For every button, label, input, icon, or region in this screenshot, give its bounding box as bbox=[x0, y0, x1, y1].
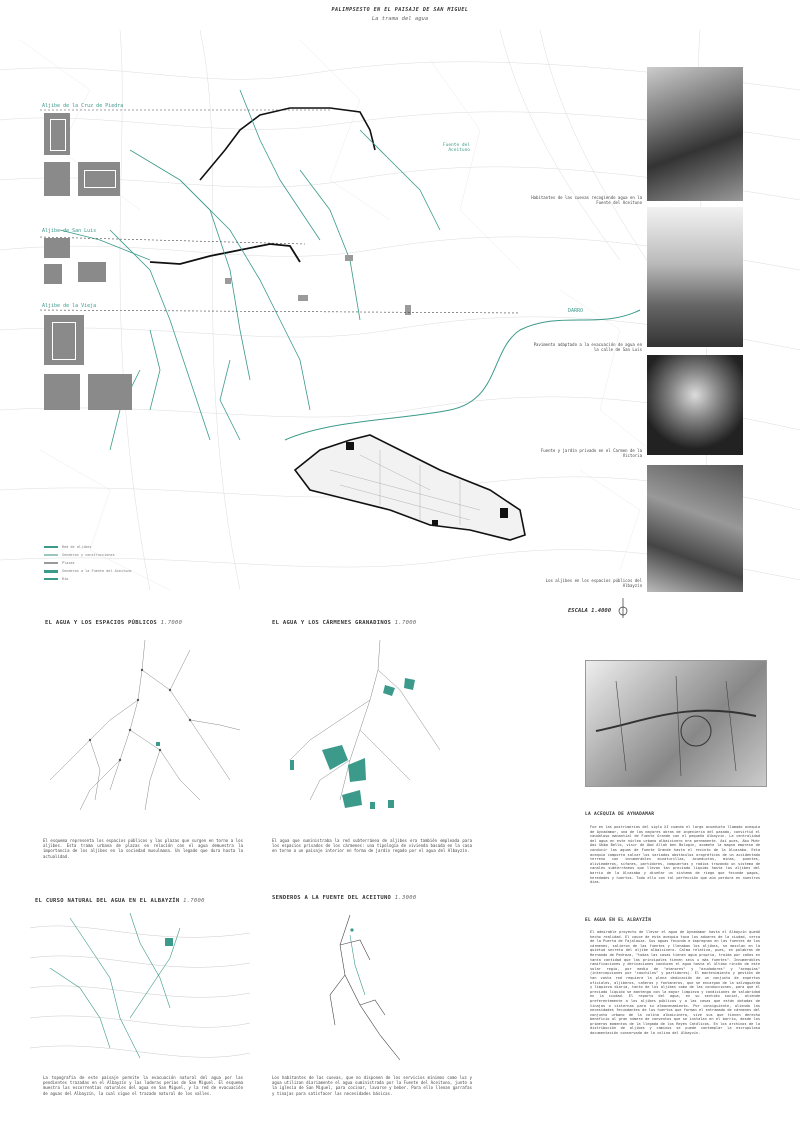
page-subtitle: La trama del agua bbox=[371, 16, 429, 22]
darro-river bbox=[285, 310, 640, 440]
label-darro: DARRO bbox=[568, 308, 584, 314]
photo-carmen-victoria bbox=[647, 355, 743, 455]
photo-aljibes-publicos bbox=[647, 465, 743, 592]
section-title-curso-natural: EL CURSO NATURAL DEL AGUA EN EL ALBAYZÍN 1.7000 bbox=[35, 898, 205, 904]
section-title-senderos: SENDEROS A LA FUENTE DEL ACEITUNO 1.3000 bbox=[272, 895, 417, 901]
legend-item: Río bbox=[44, 575, 154, 583]
photo-caption: Los aljibes en los espacios públicos del Albayzín bbox=[545, 578, 642, 588]
legend-item: Red de aljibes bbox=[44, 543, 154, 551]
diagram-curso-natural bbox=[30, 908, 250, 1068]
photo-caption: Habitantes de las cuevas recogiendo agua en la Fuente del Aceituno bbox=[531, 195, 642, 205]
scale-label: ESCALA 1.4000 bbox=[568, 608, 612, 614]
aljibe-plan-cruz-b bbox=[44, 162, 70, 196]
aljibe-label-cruz: Aljibe de la Cruz de Piedra bbox=[42, 103, 124, 109]
aljibe-label-vieja: Aljibe de la Vieja bbox=[42, 303, 97, 309]
section-text: El agua que suministraba la red subterránea de aljibes era también empleada para los espacios privados de los cármenes: una tipología de vivienda basada en la casa en torno a un paisaje interior en forma de jardín regado por el agua del Albayzín. bbox=[272, 838, 472, 854]
section-text: La topografía de este paisaje permite la evacuación natural del agua por las pendientes trazadas en el Albayzín y las laderas perias de San Miguel. El esquema muestra las escorrentías naturales del agua en San Miguel, y la red de evacuación de aguas del Albayzín, la cual sigue el trazado natural de los valles. bbox=[43, 1075, 243, 1096]
acequia-title: LA ACEQUIA DE AYNADAMAR bbox=[585, 812, 655, 817]
photo-calle-san-luis bbox=[647, 207, 743, 347]
agua-albayzin-title: EL AGUA EN EL ALBAYZÍN bbox=[585, 918, 652, 923]
label-fuente-aceituno: Fuente del Aceituno bbox=[442, 143, 470, 153]
acequia-text: Fue en las postrimerías del siglo XI cuando el largo acueducto llamado acequia de Aynadamar, una de las mayores obras de ingeniería del pasado, convirtió el caudaloso manantial de Fuente Grande con el pequeño Albayzín. La centralidad del agua en este núcleo urbano albaicinero era permanente. Así pues, Abu Muhr Ami Ubba Bello, visir de Abd Allah ben Bologín, acomete la magna empresa de conducir las aguas de Fuente Grande hasta el recinto de la Alcazaba. Esta acequia comporta salvar los variados obstáculos orográficos de un accidentado terreno con innumerables minaturillas, acueductos, minas, puentes, alivieaderos, sifones, partidores, compuertas y radios trazando un sistema de canales subterráneos que llevan tan preciado líquido hasta los aljibes del barrio de la Alcazaba y diseñar un sistema de riego que fecunde pagos, heredades y huertos. Todo ello con tal perfección que aún perdura en nuestros días. bbox=[590, 825, 760, 885]
section-text: El esquema representa los espacios públicos y las plazas que surgen en torno a los aljibes. Esta trama urbana de plazas en relación con el agua demuestra la importancia de los aljibes en la sociedad musulmana. Un legado que dura hasta la actualidad. bbox=[43, 838, 243, 859]
aljibe-plan-vieja-c bbox=[88, 374, 132, 410]
north-arrow-icon bbox=[617, 598, 629, 618]
alhambra-plan bbox=[295, 435, 525, 540]
diagram-carmenes bbox=[270, 630, 470, 830]
map-legend bbox=[44, 543, 154, 583]
aljibe-label-san-luis: Aljibe de San Luis bbox=[42, 228, 97, 234]
aljibe-plan-luis-b bbox=[44, 264, 62, 284]
agua-albayzin-text: El admirable proyecto de llevar el agua de Aynadamar hasta el Albayzín quedó hecho realidad. El cauce de esta acequia toca los aduares de la ciudad, cerca de la Puerta de Fajalauza. Sus aguas fecunda e impregnan en las fuentes de los cármenes, salieron de las fuentes y llenaban los aljibes, se mezclan en la quietud secreta del aljibe albaicinero. Calma relativa, pues, en palabras de Hernando de Pedraza, "todas las casas tienen agua propria, traída por caños en tanta cantidad que las principales tienen seis u más fuentes". Innumerables ramificaciones y derivaciones conducen el agua hasta el último rincón de este solar regio, por medio de "atanores" y "azudadores" y "acequias" (intercepciones por "cauchiles" y partidores). El mantenimiento y gestión de tan vasta red requiere la plena dedicación de un conjunto de expertos oficiales, aljiberos, cañeros y fontaneros, que se encargan de la salvaguarda y limpieza diaria, tanto de los aljibes como de las conducciones, para que el preciado líquido se mantenga con la mayor limpieza y condiciones de salubridad en la ciudad. El reparto del agua, en su sentido social, atiende preferentemente a los aljibes públicos y a las casas que están dotadas de tinajas o cisternas para su almacenamiento. Por consiguiente, aliendo las necesidades fecundantes de los huertos que forman el entramado de cármenes del conjunto urbano de la colina albaicinera, vive sus que tienen derecho beneficio al gran número de conventos que se instalan en el barrio, desde los primeros momentos de la llegada de los Reyes Católicos. En los archivos de la distribución de aljibes y caminos se puede contemplar la escrupulosa documentación conservada de la colina del Albayzín. bbox=[590, 930, 760, 1036]
photo-caption: Fuente y jardín privado en el Carmen de la Victoria bbox=[540, 448, 642, 458]
legend-item: Senderos a la Fuente del Aceituno bbox=[44, 567, 154, 575]
aljibe-plan-luis-a bbox=[44, 238, 70, 258]
historic-map-image bbox=[585, 660, 767, 787]
page-title: PALIMPSESTO EN EL PAISAJE DE SAN MIGUEL bbox=[331, 7, 469, 13]
plazas bbox=[225, 255, 411, 315]
photo-caption: Pavimento adaptado a la evacuación de agua en la calle de San Luis bbox=[533, 342, 642, 352]
diagram-espacios-publicos bbox=[30, 630, 250, 830]
legend-item: Plazas bbox=[44, 559, 154, 567]
photo-fuente-aceituno bbox=[647, 67, 743, 201]
aljibe-plan-vieja-b bbox=[44, 374, 80, 410]
diagram-senderos bbox=[290, 905, 450, 1070]
legend-item: Senderos y construcciones bbox=[44, 551, 154, 559]
wall-north bbox=[200, 108, 375, 180]
section-text: Los habitantes de las cuevas, que no disponen de los servicios mínimos como luz y agua utilizan diariamente el agua suministrada por la Fuente del Aceituno, junto a la iglesia de San Miguel, para cocinar, lavarse y beber. Para ello llenan garrafas y tinajas para satisfacer las necesidades básicas. bbox=[272, 1075, 472, 1096]
section-title-carmenes: EL AGUA Y LOS CÁRMENES GRANADINOS 1.7000 bbox=[272, 620, 417, 626]
section-title-espacios-publicos: EL AGUA Y LOS ESPACIOS PÚBLICOS 1.7000 bbox=[45, 620, 183, 626]
aljibe-plan-luis-c bbox=[78, 262, 106, 282]
